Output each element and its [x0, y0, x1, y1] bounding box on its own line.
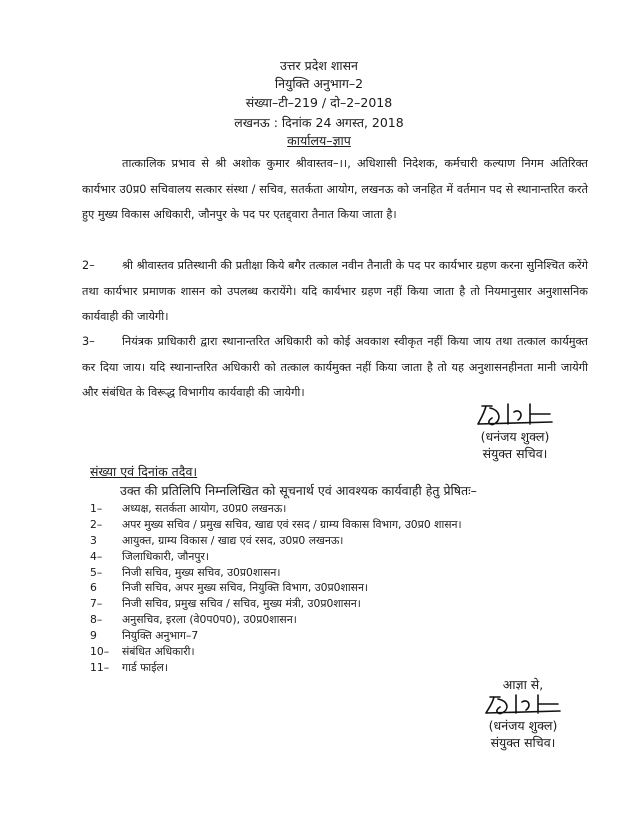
header-government: उत्तर प्रदेश शासन — [280, 58, 358, 73]
signature-block-1 — [455, 402, 575, 462]
paragraph-3-number: 3– — [82, 335, 95, 348]
paragraph-3-text: नियंत्रक प्राधिकारी द्वारा स्थानान्तरित अधिकारी को कोई अवकाश स्वीकृत नहीं किया जाय तथा तत्काल कार्यमुक्त कर दिया जाय। यदि स्थानान्तरित अधिकारी को तत्काल कार्यमुक्त नहीं किया जाता है तो यह अनुशासनहीनता मानी जायेगी और संबंधित के विरूद्ध विभागीय कार्यवाही की जायेगी। — [82, 335, 588, 399]
list-item: 4– जिलाधिकारी, जौनपुर। — [90, 549, 209, 563]
signature-1-designation: संयुक्त सचिव। — [482, 446, 548, 461]
list-item: 11– गार्ड फाईल। — [90, 660, 168, 674]
list-item: 1– अध्यक्ष, सतर्कता आयोग, उ0प्र0 लखनऊ। — [90, 502, 287, 515]
copy-forwarded-intro: उक्त की प्रतिलिपि निम्नलिखित को सूचनार्थ एवं आवश्यक कार्यवाही हेतु प्रेषितः– — [120, 483, 477, 498]
reference-number-date: संख्या एवं दिनांक तदैव। — [90, 464, 198, 479]
signature-2-designation: संयुक्त सचिव। — [490, 735, 556, 750]
signature-mark-icon — [470, 402, 560, 428]
signature-mark-icon — [478, 693, 568, 717]
paragraph-2-text: श्री श्रीवास्तव प्रतिस्थानी की प्रतीक्षा किये बगैर तत्काल नवीन तैनाती के पद पर कार्यभार ग्रहण करना सुनिश्चित करेंगे तथा कार्यभार प्रमाणक शासन को उपलब्ध करायेंगे। यदि कार्यभार ग्रहण नहीं किया जाता है तो नियमानुसार अनुशासनिक कार्यवाही की जायेगी। — [82, 259, 588, 323]
recipient-list — [90, 501, 590, 676]
header-department: नियुक्ति अनुभाग–2 — [274, 76, 364, 91]
list-item: 10– संबंधित अधिकारी। — [90, 645, 195, 659]
header-office-memo: कार्यालय–ज्ञाप — [287, 133, 351, 148]
by-order-text: आज्ञा से, — [502, 677, 544, 692]
header-order-number: संख्या–टी–219 / दो–2–2018 — [245, 95, 393, 110]
list-item: 2– अपर मुख्य सचिव / प्रमुख सचिव, खाद्य एवं रसद / ग्राम्य विकास विभाग, उ0प्र0 शासन। — [90, 517, 462, 531]
paragraph-2 — [82, 253, 588, 330]
paragraph-1-text: तात्कालिक प्रभाव से श्री अशोक कुमार श्रीवास्तव–।।, अधिशासी निदेशक, कर्मचारी कल्याण निगम अतिरिक्त कार्यभार उ0प्र0 सचिवालय सत्कार संस्था / सचिव, सतर्कता आयोग, लखनऊ को जनहित में वर्तमान पद से स्थानान्तरित करते हुए मुख्य विकास अधिकारी, जौनपुर के पद पर एतद्द्वारा तैनात किया जाता है। — [82, 157, 588, 221]
header-date: लखनऊ : दिनांक 24 अगस्त, 2018 — [234, 115, 404, 130]
list-item: 7– निजी सचिव, प्रमुख सचिव / सचिव, मुख्य मंत्री, उ0प्र0शासन। — [90, 597, 361, 611]
paragraph-2-number: 2– — [82, 259, 95, 272]
list-item: 6 निजी सचिव, अपर मुख्य सचिव, नियुक्ति विभाग, उ0प्र0शासन। — [90, 581, 369, 595]
list-item: 8– अनुसचिव, इरला (वे0प0प0), उ0प्र0शासन। — [90, 613, 297, 627]
list-item: 3 आयुक्त, ग्राम्य विकास / खाद्य एवं रसद, उ0प्र0 लखनऊ। — [90, 533, 344, 547]
signature-2-name: (धनंजय शुक्ल) — [488, 718, 558, 733]
list-item: 5– निजी सचिव, मुख्य सचिव, उ0प्र0शासन। — [90, 565, 281, 579]
signature-block-2 — [463, 676, 583, 751]
paragraph-3 — [82, 329, 588, 406]
signature-1-name: (धनंजय शुक्ल) — [480, 429, 550, 444]
list-item: 9 नियुक्ति अनुभाग–7 — [90, 629, 199, 643]
paragraph-1 — [82, 151, 588, 228]
